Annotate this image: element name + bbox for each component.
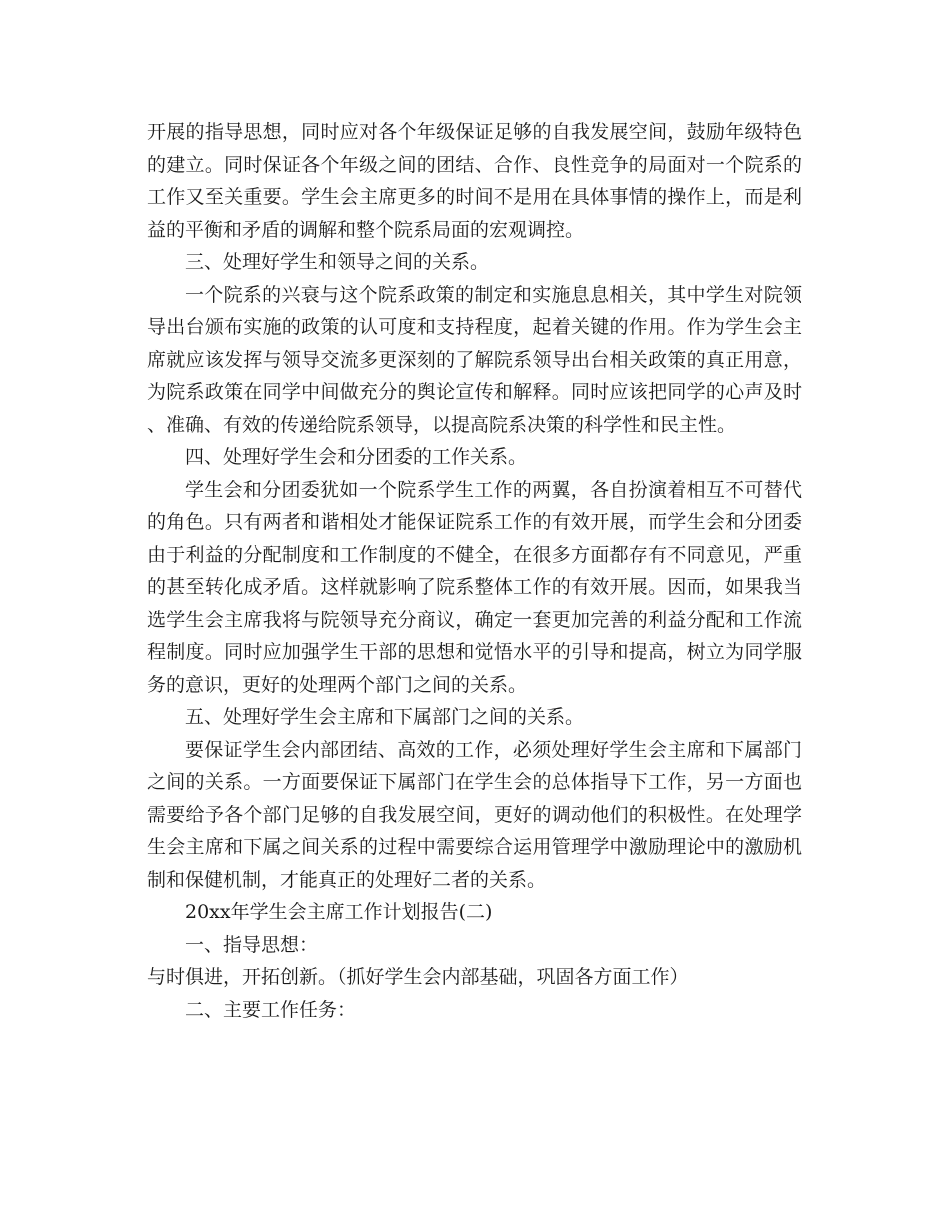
section-heading: 一、指导思想： [185,933,319,956]
section-heading: 三、处理好学生和领导之间的关系。 [185,251,490,273]
paragraph: 要保证学生会内部团结、高效的工作，必须处理好学生会主席和下属部门之间的关系。一方面要保证下属部门在学生会的总体指导下工作，另一方面也需要给予各个部门足够的自我发展空间，更好的调动他们的积极性。在处理学生会主席和下属之间关系的过程中需要综合运用管理学中激励理论中的激励机制和保健机制，才能真正的处理好二者的关系。 [147,738,802,891]
paragraph: 学生会和分团委犹如一个院系学生工作的两翼，各自扮演着相互不可替代的角色。只有两者和谐相处才能保证院系工作的有效开展，而学生会和分团委由于利益的分配制度和工作制度的不健全，在很多方面都存有不同意见，严重的甚至转化成矛盾。这样就影响了院系整体工作的有效开展。因而，如果我当选学生会主席我将与院领导充分商议，确定一套更加完善的利益分配和工作流程制度。同时应加强学生干部的思想和觉悟水平的引导和提高，树立为同学服务的意识，更好的处理两个部门之间的关系。 [147,478,802,696]
section-heading: 五、处理好学生会主席和下属部门之间的关系。 [185,706,585,728]
paragraph: 一个院系的兴衰与这个院系政策的制定和实施息息相关，其中学生对院领导出台颁布实施的政策的认可度和支持程度，起着关键的作用。作为学生会主席就应该发挥与领导交流多更深刻的了解院系领导出台相关政策的真正用意，为院系政策在同学中间做充分的舆论宣传和解释。同时应该把同学的心声及时、准确、有效的传递给院系领导，以提高院系决策的科学性和民主性。 [147,283,802,436]
report-title: 20xx年学生会主席工作计划报告(二) [185,901,493,923]
section-heading: 二、主要工作任务： [185,998,357,1021]
section-heading: 四、处理好学生会和分团委的工作关系。 [185,446,528,468]
paragraph: 与时俱进，开拓创新。（抓好学生会内部基础，巩固各方面工作） [147,966,689,988]
document-body [147,116,802,1026]
paragraph: 开展的指导思想，同时应对各个年级保证足够的自我发展空间，鼓励年级特色的建立。同时保证各个年级之间的团结、合作、良性竞争的局面对一个院系的工作又至关重要。学生会主席更多的时间不是用在具体事情的操作上，而是利益的平衡和矛盾的调解和整个院系局面的宏观调控。 [147,121,802,241]
